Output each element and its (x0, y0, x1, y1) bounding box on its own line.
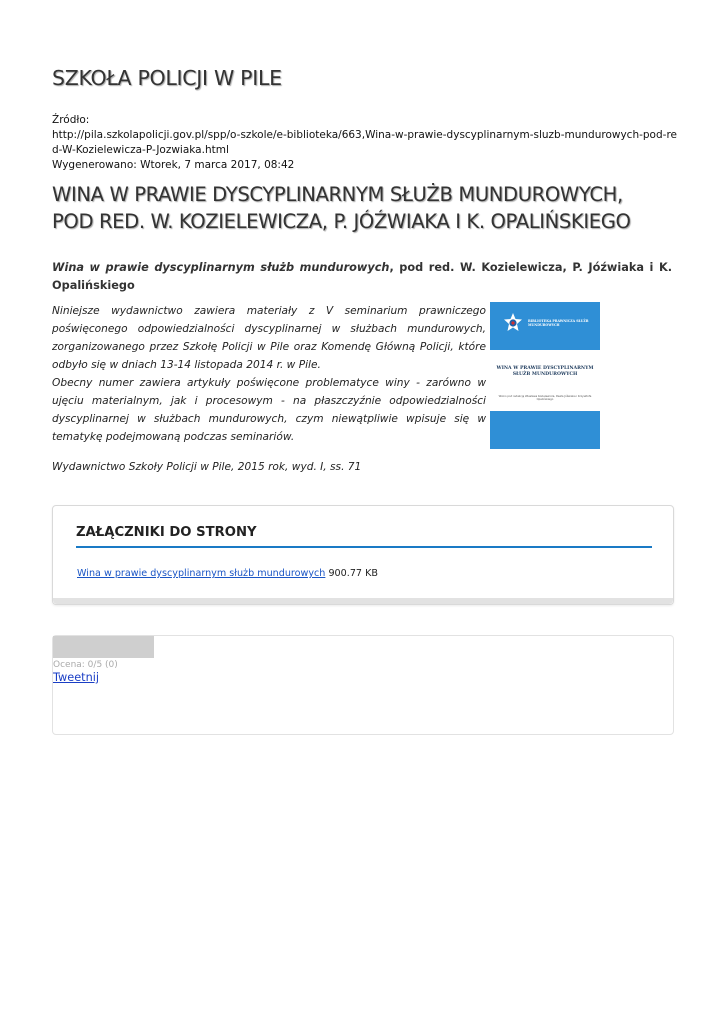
source-url: http://pila.szkolapolicji.gov.pl/spp/o-szkole/e-biblioteka/663,Wina-w-prawie-dyscyplinarnym-sluzb-mundurowych-pod-red-W-Kozielewicza-P-Jozwiaka.html (52, 129, 677, 156)
attachments-heading: ZAŁĄCZNIKI DO STRONY (76, 525, 257, 540)
document-meta (52, 113, 677, 173)
source-label: Źródło: (52, 114, 90, 126)
generated-date: Wygenerowano: Wtorek, 7 marca 2017, 08:42 (52, 159, 295, 171)
article-body (52, 302, 486, 446)
book-cover-image (490, 302, 600, 449)
article-title-line1: WINA W PRAWIE DYSCYPLINARNYM SŁUŻB MUNDUROWYCH, (52, 183, 623, 206)
attachment-item (77, 568, 378, 579)
attachment-link[interactable]: Wina w prawie dyscyplinarnym służb mundurowych (77, 568, 326, 579)
cover-publisher: BIBLIOTEKA PRAWNICZA SŁUŻB MUNDUROWYCH (528, 319, 589, 327)
article-lead (52, 259, 672, 295)
cover-title: WINA W PRAWIE DYSCYPLINARNYM SŁUŻB MUNDUROWYCH (496, 366, 594, 377)
cover-subtitle: Wolno pod redakcją Wiesława Kozielewicza, Pawła Jóźwiaka i Krzysztofa Opalińskiego (498, 395, 592, 402)
cover-bottom-band (490, 411, 600, 449)
lead-editors: , pod red. W. Kozielewicza, P. Jóźwiaka i K. Opalińskiego (52, 261, 673, 292)
attachments-panel (52, 505, 674, 605)
attachments-divider (76, 546, 652, 548)
attachments-footer-bar (53, 598, 673, 604)
publication-info: Wydawnictwo Szkoły Policji w Pile, 2015 rok, wyd. I, ss. 71 (52, 461, 362, 473)
paragraph-2: Obecny numer zawiera artykuły poświęcone problematyce winy - zarówno w ujęciu materialnym, jak i procesowym - na płaszczyźnie odpowiedzialności dyscyplinarnej w służbach mundurowych, czym niewątpliwie wpisuje się w tematykę podejmowaną podczas seminariów. (52, 377, 486, 443)
site-title: SZKOŁA POLICJI W PILE (52, 66, 282, 90)
attachment-size: 900.77 KB (328, 568, 378, 579)
paragraph-1: Niniejsze wydawnictwo zawiera materiały z V seminarium prawniczego poświęconego odpowiedzialności dyscyplinarnej w służbach mundurowych, zorganizowanego przez Szkołę Policji w Pile oraz Komendę Główną Policji, które odbyło się w dniach 13-14 listopada 2014 r. w Pile. (52, 305, 486, 371)
police-star-icon (502, 312, 524, 334)
rating-panel (52, 635, 674, 735)
lead-book-title: Wina w prawie dyscyplinarnym służb mundurowych (52, 261, 390, 274)
rating-text: Ocena: 0/5 (0) (53, 660, 118, 670)
article-title-line2: POD RED. W. KOZIELEWICZA, P. JÓŹWIAKA I K. OPALIŃSKIEGO (52, 210, 631, 233)
tweet-link[interactable]: Tweetnij (53, 671, 100, 684)
article-title (52, 181, 682, 235)
rating-stars[interactable] (53, 636, 154, 658)
